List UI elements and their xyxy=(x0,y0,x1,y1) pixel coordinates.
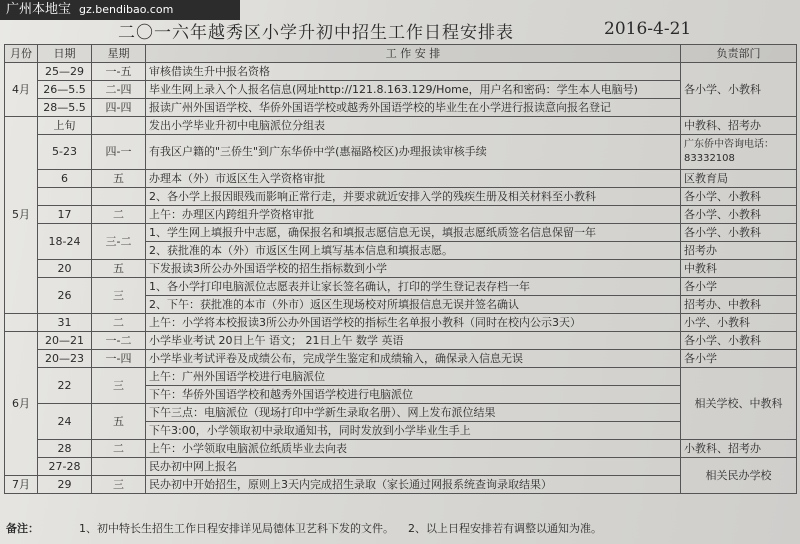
month-cell-empty xyxy=(5,314,38,332)
work-cell: 办理本（外）市返区生入学资格审批 xyxy=(146,170,681,188)
date-cell: 27-28 xyxy=(38,458,92,476)
work-cell: 1、各小学打印电脑派位志愿表并让家长签名确认，打印的学生登记表存档一年 xyxy=(146,278,681,296)
weekday-cell: 二 xyxy=(92,314,146,332)
table-row xyxy=(5,99,797,117)
dept-cell: 招考办、中教科 xyxy=(681,296,797,314)
header-dept: 负责部门 xyxy=(681,45,797,63)
watermark-url: gz.bendibao.com xyxy=(79,3,174,16)
weekday-cell: 三 xyxy=(92,476,146,494)
date-cell: 6 xyxy=(38,170,92,188)
work-cell: 下午：华侨外国语学校和越秀外国语学校进行电脑派位 xyxy=(146,386,681,404)
table-row xyxy=(5,314,797,332)
work-cell: 上午：办理区内跨组升学资格审批 xyxy=(146,206,681,224)
weekday-cell: 二-四 xyxy=(92,81,146,99)
table-row xyxy=(5,440,797,458)
weekday-cell: 二 xyxy=(92,440,146,458)
date-cell xyxy=(38,188,92,206)
table-row xyxy=(5,404,797,422)
table-row xyxy=(5,206,797,224)
work-cell: 上午：小学领取电脑派位纸质毕业去向表 xyxy=(146,440,681,458)
table-row xyxy=(5,224,797,242)
header-work: 工 作 安 排 xyxy=(146,45,681,63)
work-cell: 小学毕业考试 20日上午 语文； 21日上午 数学 英语 xyxy=(146,332,681,350)
dept-cell: 各小学、小教科 xyxy=(681,332,797,350)
date-cell: 26—5.5 xyxy=(38,81,92,99)
table-row xyxy=(5,458,797,476)
dept-cell: 中教科 xyxy=(681,260,797,278)
table-row xyxy=(5,332,797,350)
work-cell: 2、各小学上报因眼残而影响正常行走，并要求就近安排入学的残疾生册及相关材料至小教科 xyxy=(146,188,681,206)
date-cell: 29 xyxy=(38,476,92,494)
note-1: 1、初中特长生招生工作日程安排详见局德体卫艺科下发的文件。 xyxy=(79,522,394,535)
date-cell: 28 xyxy=(38,440,92,458)
notes xyxy=(6,520,602,536)
work-cell: 1、学生网上填报升中志愿，确保报名和填报志愿信息无误，填报志愿纸质签名信息保留一年 xyxy=(146,224,681,242)
weekday-cell: 五 xyxy=(92,404,146,440)
work-cell: 上午：广州外国语学校进行电脑派位 xyxy=(146,368,681,386)
weekday-cell xyxy=(92,117,146,135)
work-cell: 民办初中网上报名 xyxy=(146,458,681,476)
work-cell: 小学毕业考试评卷及成绩公布，完成学生鉴定和成绩输入，确保录入信息无误 xyxy=(146,350,681,368)
table-row xyxy=(5,81,797,99)
weekday-cell: 五 xyxy=(92,260,146,278)
weekday-cell: 二 xyxy=(92,206,146,224)
date-cell: 18-24 xyxy=(38,224,92,260)
dept-cell: 相关民办学校 xyxy=(681,458,797,494)
month-cell: 4月 xyxy=(5,63,38,117)
dept-cell: 各小学 xyxy=(681,350,797,368)
dept-cell: 小学、小教科 xyxy=(681,314,797,332)
weekday-cell xyxy=(92,458,146,476)
weekday-cell: 一-四 xyxy=(92,350,146,368)
date-cell: 26 xyxy=(38,278,92,314)
dept-cell: 招考办 xyxy=(681,242,797,260)
dept-cell: 各小学、小教科 xyxy=(681,188,797,206)
table-row xyxy=(5,260,797,278)
header-month: 月份 xyxy=(5,45,38,63)
month-cell: 7月 xyxy=(5,476,38,494)
header-weekday: 星期 xyxy=(92,45,146,63)
page-title: 二〇一六年越秀区小学升初中招生工作日程安排表 xyxy=(118,23,514,43)
table-row xyxy=(5,63,797,81)
table-row xyxy=(5,350,797,368)
work-cell: 报读广州外国语学校、华侨外国语学校或越秀外国语学校的毕业生在小学进行报读意向报名登记 xyxy=(146,99,681,117)
work-cell: 审核借读生升中报名资格 xyxy=(146,63,681,81)
dept-cell: 各小学 xyxy=(681,278,797,296)
work-cell: 下发报读3所公办外国语学校的招生指标数到小学 xyxy=(146,260,681,278)
work-cell: 有我区户籍的"三侨生"到广东华侨中学(惠福路校区)办理报读审核手续 xyxy=(146,135,681,170)
date-cell: 20 xyxy=(38,260,92,278)
work-cell: 2、获批准的本（外）市返区生网上填写基本信息和填报志愿。 xyxy=(146,242,681,260)
watermark-site: 广州本地宝 xyxy=(6,2,72,17)
table-row xyxy=(5,117,797,135)
header-date: 日期 xyxy=(38,45,92,63)
date-cell: 上旬 xyxy=(38,117,92,135)
date-cell: 31 xyxy=(38,314,92,332)
dept-cell: 各小学、小教科 xyxy=(681,206,797,224)
table-row xyxy=(5,476,797,494)
dept-cell: 各小学、小教科 xyxy=(681,224,797,242)
weekday-cell xyxy=(92,188,146,206)
notes-label: 备注： xyxy=(6,522,39,535)
weekday-cell: 三 xyxy=(92,368,146,404)
table-row xyxy=(5,368,797,386)
date-cell: 5-23 xyxy=(38,135,92,170)
table-header-row xyxy=(5,45,797,63)
work-cell: 发出小学毕业升初中电脑派位分组表 xyxy=(146,117,681,135)
weekday-cell: 五 xyxy=(92,170,146,188)
weekday-cell: 四-一 xyxy=(92,135,146,170)
date-cell: 25—29 xyxy=(38,63,92,81)
dept-cell: 区教育局 xyxy=(681,170,797,188)
weekday-cell: 四-四 xyxy=(92,99,146,117)
month-cell: 5月 xyxy=(5,117,38,314)
watermark xyxy=(0,0,240,20)
table-row xyxy=(5,278,797,296)
dept-cell: 相关学校、中教科 xyxy=(681,368,797,440)
weekday-cell: 三-二 xyxy=(92,224,146,260)
weekday-cell: 三 xyxy=(92,278,146,314)
work-cell: 毕业生网上录入个人报名信息(网址http://121.8.163.129/Home，用户名和密码：学生本人电脑号) xyxy=(146,81,681,99)
date-cell: 17 xyxy=(38,206,92,224)
document-date: 2016-4-21 xyxy=(604,19,692,39)
table-row xyxy=(5,170,797,188)
dept-cell: 各小学、小教科 xyxy=(681,63,797,117)
dept-cell: 中教科、招考办 xyxy=(681,117,797,135)
schedule-table xyxy=(4,44,797,494)
work-cell: 2、下午：获批准的本市（外市）返区生现场校对所填报信息无误并签名确认 xyxy=(146,296,681,314)
work-cell: 下午3:00，小学领取初中录取通知书，同时发放到小学毕业生手上 xyxy=(146,422,681,440)
table-row xyxy=(5,135,797,170)
weekday-cell: 一-二 xyxy=(92,332,146,350)
dept-cell: 小教科、招考办 xyxy=(681,440,797,458)
date-cell: 20—23 xyxy=(38,350,92,368)
date-cell: 28—5.5 xyxy=(38,99,92,117)
work-cell: 上午：小学将本校报读3所公办外国语学校的指标生名单报小教科（同时在校内公示3天） xyxy=(146,314,681,332)
date-cell: 22 xyxy=(38,368,92,404)
work-cell: 民办初中开始招生，原则上3天内完成招生录取（家长通过网报系统查询录取结果） xyxy=(146,476,681,494)
weekday-cell: 一-五 xyxy=(92,63,146,81)
note-2: 2、以上日程安排若有调整以通知为准。 xyxy=(408,522,602,535)
dept-cell: 广东侨中咨询电话：83332108 xyxy=(681,135,797,170)
date-cell: 20—21 xyxy=(38,332,92,350)
month-cell: 6月 xyxy=(5,332,38,476)
date-cell: 24 xyxy=(38,404,92,440)
table-row xyxy=(5,188,797,206)
work-cell: 下午三点：电脑派位（现场打印中学新生录取名册）、网上发布派位结果 xyxy=(146,404,681,422)
